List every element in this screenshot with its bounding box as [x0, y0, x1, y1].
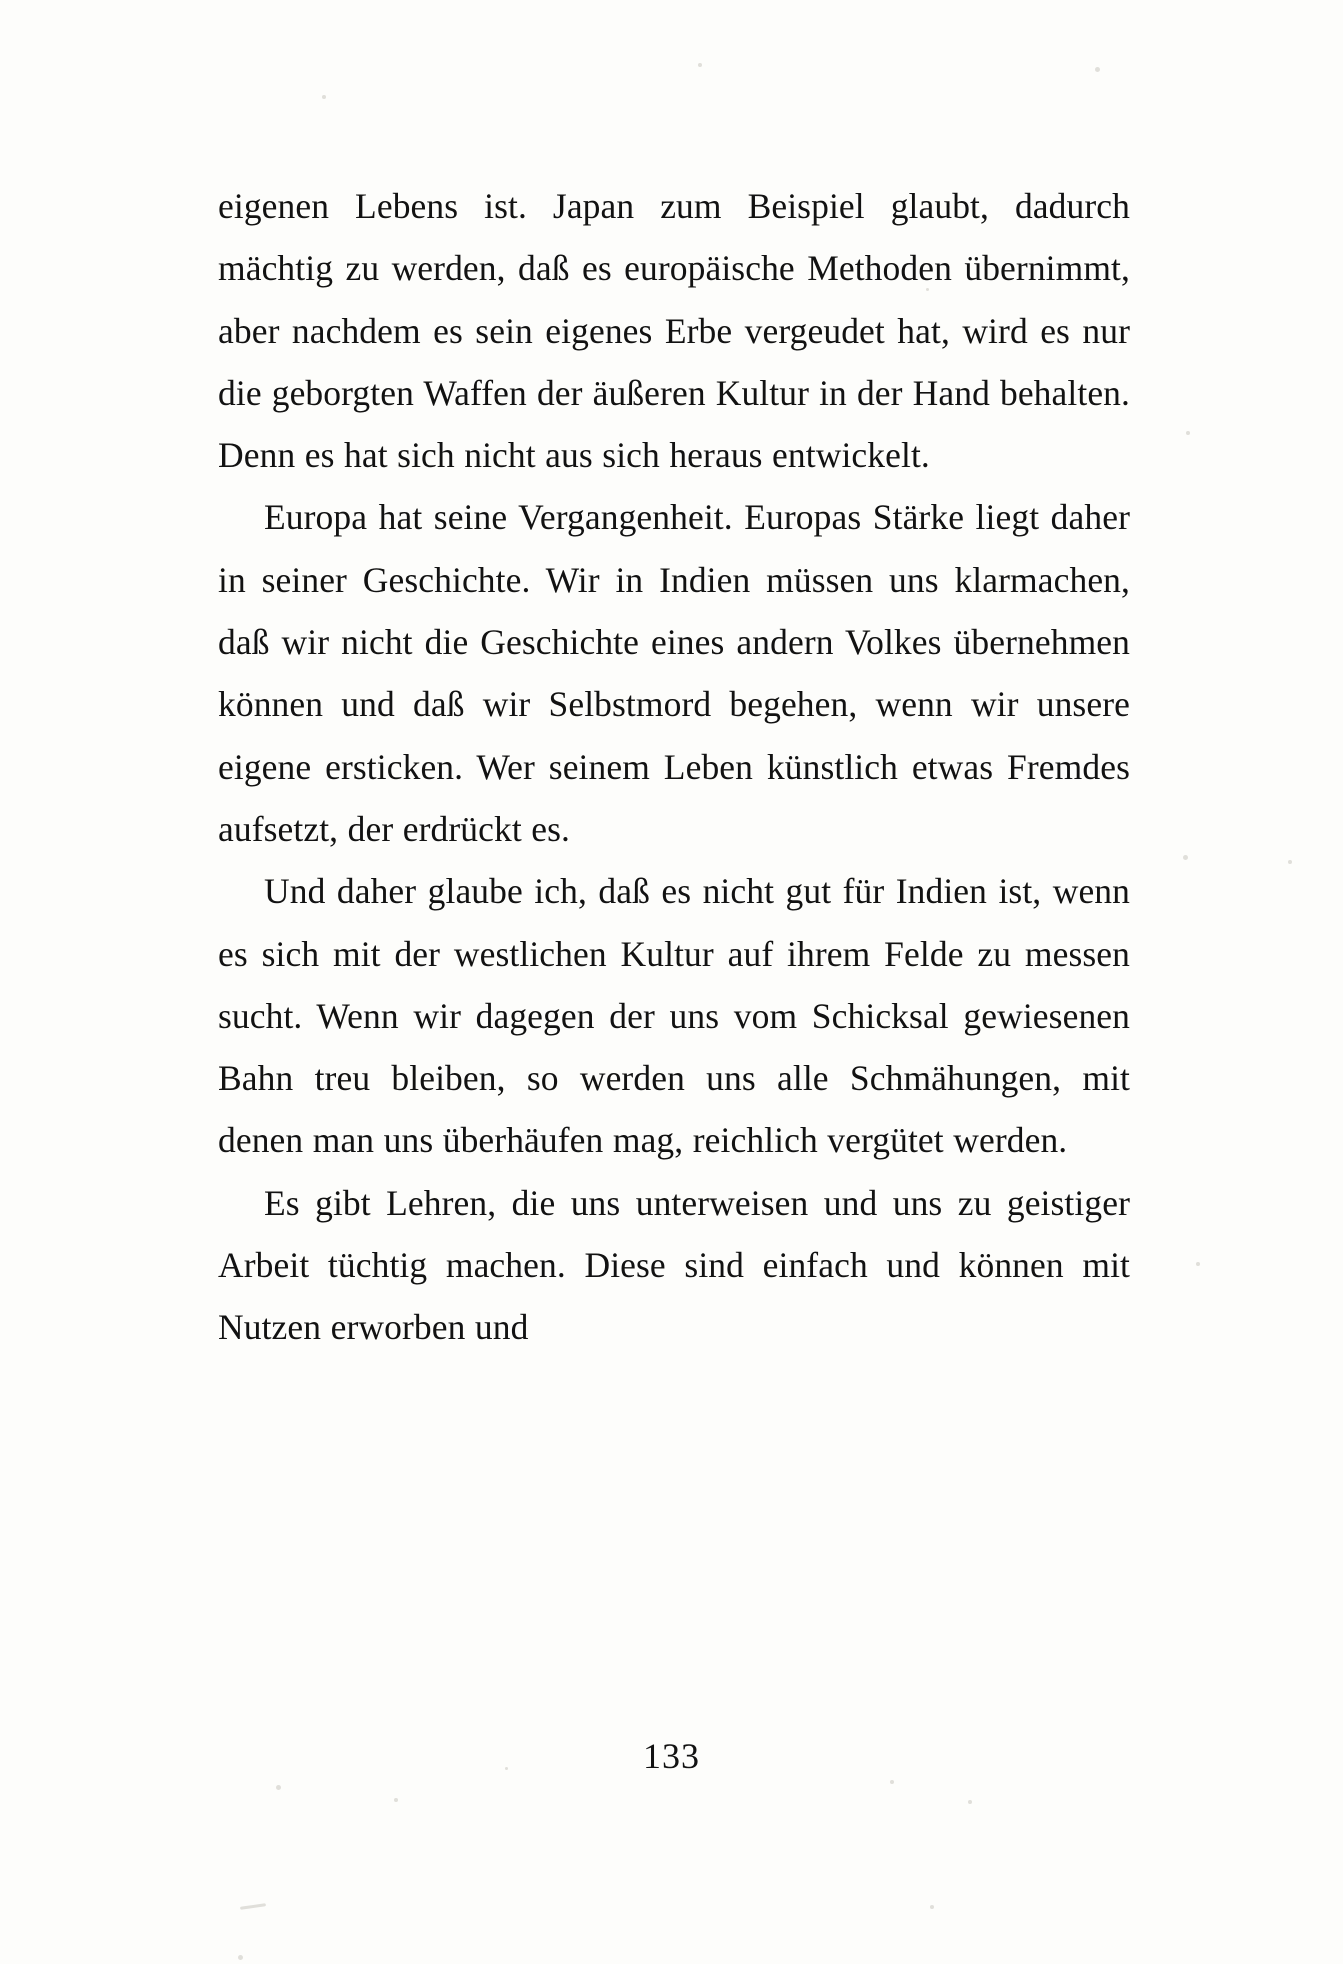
paper-speck: [930, 1905, 934, 1909]
paper-speck: [394, 1798, 398, 1802]
paragraph: eigenen Lebens ist. Japan zum Beispiel glaubt, dadurch mächtig zu werden, daß es europäische Methoden übernimmt, aber nachdem es sein eigenes Erbe vergeudet hat, wird es nur die geborgten Waffen der äußeren Kultur in der Hand behalten. Denn es hat sich nicht aus sich heraus entwickelt.: [218, 186, 1130, 476]
paper-speck: [1196, 1262, 1200, 1266]
paper-speck: [1095, 67, 1100, 72]
paper-speck: [322, 95, 326, 99]
paper-speck: [238, 1955, 243, 1960]
paper-speck: [1183, 855, 1188, 860]
paragraph: Und daher glaube ich, daß es nicht gut für Indien ist, wenn es sich mit der westlichen Kultur auf ihrem Felde zu messen sucht. Wenn wir dagegen der uns vom Schicksal gewiesenen Bahn treu bleiben, so werden uns alle Schmähungen, mit denen man uns überhäufen mag, reichlich vergütet werden.: [218, 871, 1130, 1161]
paper-speck: [240, 1903, 266, 1910]
paper-speck: [1288, 860, 1292, 864]
paper-speck: [1186, 431, 1190, 435]
paragraph: Europa hat seine Vergangenheit. Europas Stärke liegt daher in seiner Geschichte. Wir in Indien müssen uns klarmachen, daß wir nicht die Geschichte eines andern Volkes übernehmen können und daß wir Selbstmord begehen, wenn wir unsere eigene ersticken. Wer seinem Leben künstlich etwas Fremdes aufsetzt, der erdrückt es.: [218, 497, 1130, 849]
paragraph: Es gibt Lehren, die uns unterweisen und uns zu geistiger Arbeit tüchtig machen. Diese sind einfach und können mit Nutzen erworben und: [218, 1182, 1130, 1348]
page-number: 133: [643, 1736, 700, 1776]
paper-speck: [968, 1800, 972, 1804]
paper-speck: [698, 63, 702, 67]
page-text-body: [218, 175, 1130, 1359]
paper-speck: [276, 1785, 281, 1790]
paper-speck: [890, 1780, 894, 1784]
